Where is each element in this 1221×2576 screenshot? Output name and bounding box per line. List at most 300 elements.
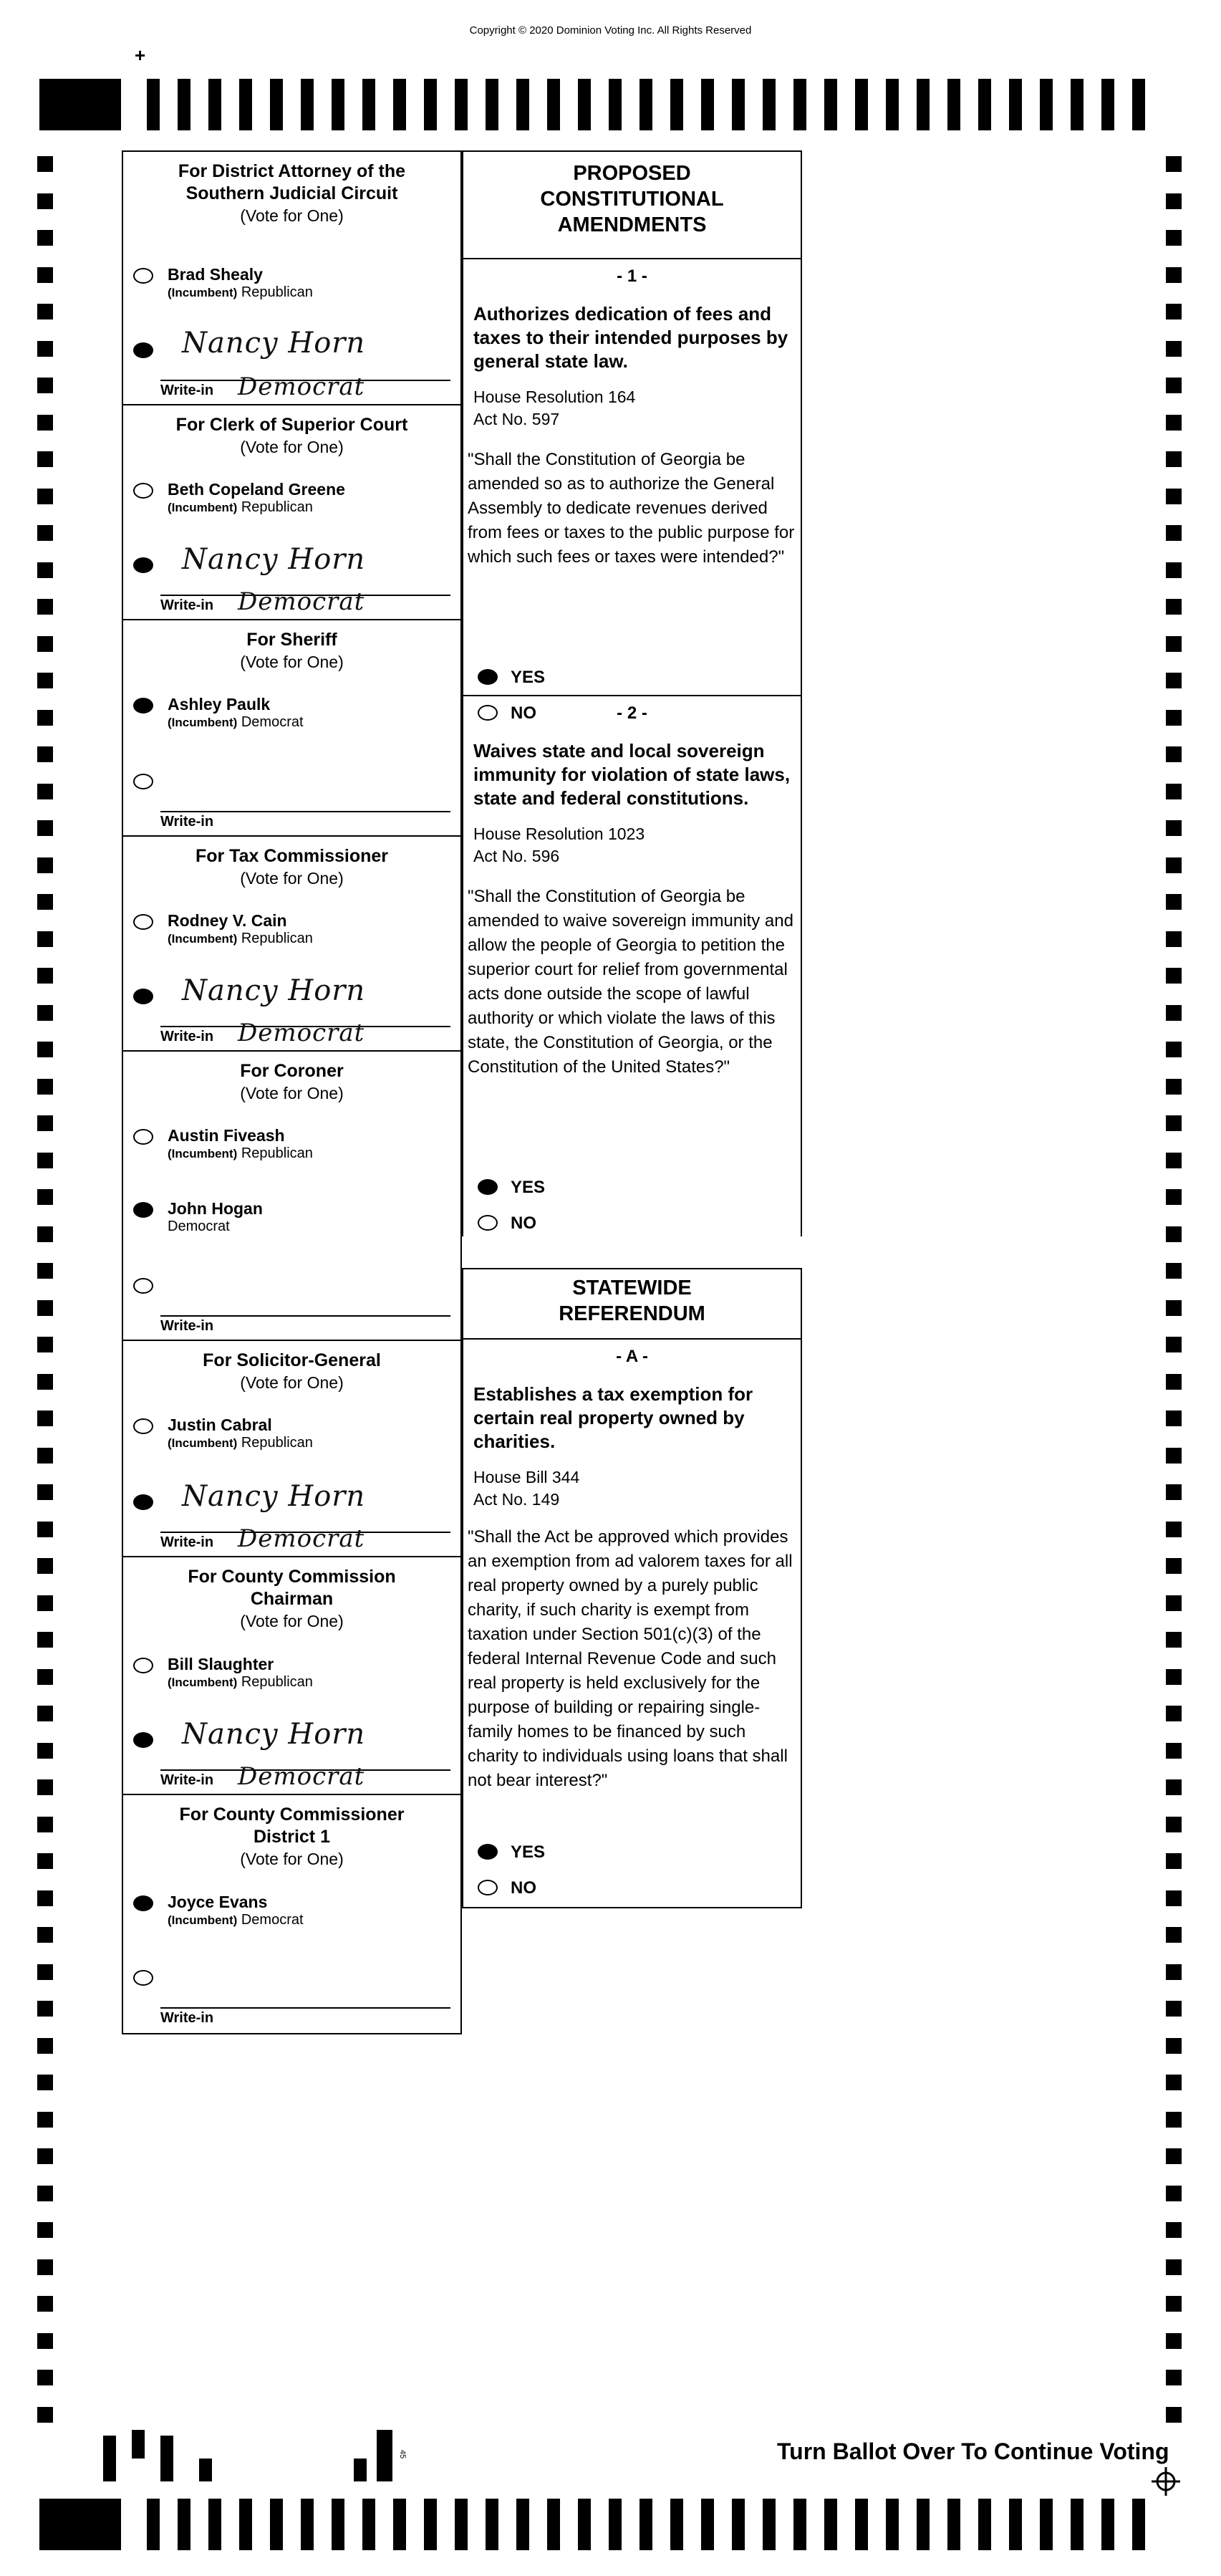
side-timing-mark [37, 1743, 53, 1759]
side-timing-mark [1166, 1743, 1182, 1759]
side-timing-mark [37, 1263, 53, 1279]
side-timing-mark [37, 1632, 53, 1648]
writein-line [160, 2007, 450, 2009]
vote-for-one: (Vote for One) [240, 653, 344, 671]
candidate-name: Brad Shealy [168, 265, 263, 284]
timing-mark [793, 2499, 806, 2550]
side-timing-mark [1166, 1817, 1182, 1832]
side-timing-mark [1166, 2186, 1182, 2201]
side-timing-mark [37, 341, 53, 357]
handwritten-name: Nancy Horn [182, 1480, 366, 1513]
race-clerk-superior-court [122, 404, 462, 619]
candidate-party: (Incumbent) Republican [168, 284, 313, 300]
race-title: For County Commissioner District 1 [179, 1804, 405, 1847]
timing-mark [1132, 2499, 1145, 2550]
side-timing-mark [1166, 525, 1182, 541]
candidate-party: (Incumbent) Republican [168, 1145, 313, 1161]
timing-mark [178, 79, 190, 130]
side-timing-mark [37, 1522, 53, 1537]
handwritten-party: Democrat [238, 1019, 365, 1047]
candidate-oval-filled[interactable] [133, 1202, 153, 1218]
timing-mark [640, 2499, 652, 2550]
side-timing-mark [1166, 746, 1182, 762]
timing-mark [1040, 2499, 1053, 2550]
act-ref: Act No. 597 [473, 410, 560, 428]
side-timing-mark [1166, 341, 1182, 357]
candidate-name: Beth Copeland Greene [168, 480, 345, 499]
side-timing-mark [1166, 1042, 1182, 1057]
side-timing-mark [1166, 1853, 1182, 1869]
writein-oval[interactable] [133, 774, 153, 789]
side-timing-mark [37, 230, 53, 246]
timing-mark [486, 2499, 498, 2550]
side-timing-mark [37, 2112, 53, 2128]
race-title: For District Attorney of the Southern Judicial Circuit [178, 161, 406, 203]
side-timing-mark [1166, 1153, 1182, 1168]
candidate-oval-filled[interactable] [133, 1895, 153, 1911]
side-timing-mark [37, 1927, 53, 1943]
side-timing-mark [1166, 1410, 1182, 1426]
side-timing-mark [37, 931, 53, 947]
side-timing-mark [1166, 2112, 1182, 2128]
timing-mark [947, 2499, 960, 2550]
handwritten-party: Democrat [238, 1524, 365, 1553]
timing-mark [455, 2499, 468, 2550]
side-timing-mark [1166, 931, 1182, 947]
side-timing-mark [1166, 156, 1182, 172]
side-timing-mark [1166, 636, 1182, 652]
act-ref: Act No. 596 [473, 847, 560, 865]
referendum-text: "Shall the Act be approved which provides an exemption from ad valorem taxes for all real property owned by a purely public charity, if such charity is exempt from taxation under Section 501(c)(3) of the federal Internal Revenue Code and such real property is held exclusively for the purpose of building or repairing single-family homes to be financed by such charity to individuals using loans that shall not bear interest?" [468, 1527, 793, 1790]
amendments-header-box [462, 150, 802, 258]
vote-for-one: (Vote for One) [240, 869, 344, 888]
side-timing-mark [37, 1042, 53, 1057]
candidate-name: Justin Cabral [168, 1416, 272, 1434]
side-timing-mark [37, 2407, 53, 2423]
race-sheriff [122, 619, 462, 835]
race-title: For Coroner [240, 1061, 344, 1081]
side-timing-mark [1166, 1632, 1182, 1648]
race-tax-commissioner [122, 835, 462, 1050]
side-timing-mark [1166, 378, 1182, 393]
race-title: For Clerk of Superior Court [175, 415, 408, 435]
side-timing-mark [37, 1226, 53, 1242]
amendment-number: - 1 - [617, 266, 647, 286]
side-timing-mark [1166, 1522, 1182, 1537]
timing-mark [332, 79, 344, 130]
side-timing-mark [1166, 1779, 1182, 1795]
candidate-name: Ashley Paulk [168, 695, 271, 713]
side-timing-mark [1166, 968, 1182, 984]
candidate-oval[interactable] [133, 1658, 153, 1673]
referendum-header-box [462, 1268, 802, 1338]
side-timing-mark [37, 1448, 53, 1464]
side-timing-mark [37, 968, 53, 984]
side-timing-mark [37, 2370, 53, 2385]
timing-mark [886, 79, 899, 130]
timing-mark [947, 79, 960, 130]
candidate-party: (Incumbent) Republican [168, 931, 313, 946]
timing-mark [239, 79, 252, 130]
side-timing-mark [1166, 267, 1182, 283]
timing-mark [178, 2499, 190, 2550]
side-timing-mark [37, 1779, 53, 1795]
timing-mark [763, 79, 776, 130]
amendment-title: Waives state and local sovereign immunity for violation of state laws, state and federal constitutions. [473, 740, 791, 809]
side-timing-mark [37, 710, 53, 726]
side-timing-mark [1166, 1226, 1182, 1242]
turn-ballot-over: Turn Ballot Over To Continue Voting [777, 2438, 1169, 2464]
act-ref: Act No. 149 [473, 1490, 560, 1509]
handwritten-name: Nancy Horn [182, 1718, 366, 1751]
side-timing-mark [37, 156, 53, 172]
handwritten-party: Democrat [238, 1762, 365, 1791]
side-timing-mark [37, 1890, 53, 1906]
side-timing-mark [1166, 894, 1182, 910]
side-timing-mark [1166, 1484, 1182, 1500]
side-timing-mark [37, 1079, 53, 1095]
candidate-name: Joyce Evans [168, 1893, 268, 1911]
side-timing-mark [37, 2186, 53, 2201]
writein-label: Write-in [160, 1029, 214, 1044]
side-timing-mark [37, 451, 53, 467]
timing-mark [917, 2499, 930, 2550]
side-timing-mark [1166, 2296, 1182, 2312]
timing-mark [1132, 79, 1145, 130]
race-solicitor-general [122, 1340, 462, 1556]
side-timing-mark [1166, 2333, 1182, 2349]
handwritten-party: Democrat [238, 587, 365, 616]
side-timing-mark [1166, 1005, 1182, 1021]
side-timing-mark [1166, 1706, 1182, 1721]
timing-mark [393, 79, 406, 130]
timing-mark [701, 2499, 714, 2550]
side-timing-mark [37, 2333, 53, 2349]
side-timing-mark [37, 894, 53, 910]
no-oval[interactable] [478, 1215, 498, 1231]
bill-ref: House Bill 344 [473, 1468, 580, 1486]
timing-mark [547, 79, 560, 130]
writein-label: Write-in [160, 814, 214, 830]
timing-mark [270, 79, 283, 130]
candidate-party: (Incumbent) Republican [168, 1435, 313, 1451]
writein-label: Write-in [160, 1318, 214, 1334]
crosshair-target-icon [1152, 2467, 1180, 2496]
timing-mark [670, 2499, 683, 2550]
side-timing-mark [37, 1669, 53, 1685]
side-timing-mark [37, 193, 53, 209]
side-timing-mark [1166, 562, 1182, 578]
timing-mark [208, 79, 221, 130]
timing-mark [978, 79, 991, 130]
writein-label: Write-in [160, 2010, 214, 2026]
timing-mark [793, 79, 806, 130]
registration-plus-mark: + [135, 44, 146, 66]
side-timing-mark [1166, 304, 1182, 319]
side-timing-mark [37, 636, 53, 652]
side-timing-mark [37, 1153, 53, 1168]
timing-mark [1101, 2499, 1114, 2550]
timing-mark [855, 79, 868, 130]
timing-mark [855, 2499, 868, 2550]
amendment-text: "Shall the Constitution of Georgia be amended so as to authorize the General Assembly to dedicate revenues derived from fees or taxes to the public purpose for which such fees or taxes were intended?" [468, 450, 795, 567]
side-timing-mark [37, 1484, 53, 1500]
writein-line [160, 811, 450, 812]
side-timing-mark [37, 857, 53, 873]
side-timing-mark [1166, 820, 1182, 836]
timing-mark [1040, 79, 1053, 130]
side-timing-mark [37, 1300, 53, 1316]
side-timing-mark [37, 525, 53, 541]
side-timing-mark [1166, 1448, 1182, 1464]
side-timing-mark [1166, 2038, 1182, 2054]
vote-for-one: (Vote for One) [240, 206, 344, 225]
race-title: For Tax Commissioner [195, 846, 389, 866]
candidate-oval[interactable] [133, 483, 153, 499]
timing-mark [640, 79, 652, 130]
race-title: For Solicitor-General [203, 1350, 381, 1370]
side-timing-mark [37, 2001, 53, 2017]
copyright-notice: Copyright © 2020 Dominion Voting Inc. All Rights Reserved [469, 24, 752, 37]
candidate-name: Rodney V. Cain [168, 911, 287, 930]
side-timing-mark [37, 1115, 53, 1131]
side-timing-mark [1166, 415, 1182, 431]
referendum-a [462, 1338, 802, 1908]
side-timing-mark [1166, 710, 1182, 726]
race-district-attorney [122, 150, 462, 404]
side-timing-mark [1166, 2148, 1182, 2164]
amendment-text: "Shall the Constitution of Georgia be amended to waive sovereign immunity and allow the people of Georgia to petition the superior court for relief from governmental acts done outside the scope of lawful authority or which violate the laws of this state, the Constitution of Georgia, or the Constitution of the United States?" [468, 887, 793, 1077]
vote-for-one: (Vote for One) [240, 1850, 344, 1868]
writein-oval[interactable] [133, 1278, 153, 1294]
timing-mark [455, 79, 468, 130]
resolution-ref: House Resolution 164 [473, 388, 636, 406]
no-label: NO [511, 1213, 536, 1233]
no-oval[interactable] [478, 1880, 498, 1895]
timing-mark [208, 2499, 221, 2550]
timing-mark [547, 2499, 560, 2550]
timing-mark [39, 2499, 121, 2550]
side-timing-mark [37, 2038, 53, 2054]
bottom-timing-marks [39, 2499, 1182, 2550]
timing-mark [270, 2499, 283, 2550]
handwritten-name: Nancy Horn [182, 543, 366, 576]
writein-oval-filled[interactable] [133, 1494, 153, 1510]
referendum-number: - A - [616, 1347, 648, 1366]
side-timing-mark [37, 1189, 53, 1205]
timing-mark [886, 2499, 899, 2550]
left-side-timing-marks [37, 0, 53, 2436]
side-timing-mark [1166, 1964, 1182, 1980]
side-timing-mark [37, 1374, 53, 1390]
timing-mark [1009, 79, 1022, 130]
amendment-number: - 2 - [617, 703, 647, 723]
side-timing-mark [1166, 2370, 1182, 2385]
race-title: For County Commission Chairman [188, 1567, 396, 1609]
candidate-party: (Incumbent) Republican [168, 499, 313, 515]
side-timing-mark [1166, 2001, 1182, 2017]
writein-oval-filled[interactable] [133, 557, 153, 573]
timing-mark [701, 79, 714, 130]
side-timing-mark [1166, 2075, 1182, 2090]
yes-label: YES [511, 1178, 546, 1197]
side-timing-mark [1166, 230, 1182, 246]
timing-mark [301, 2499, 314, 2550]
timing-mark [1009, 2499, 1022, 2550]
side-timing-mark [1166, 1374, 1182, 1390]
yes-oval-filled[interactable] [478, 1179, 498, 1195]
side-timing-mark [1166, 1595, 1182, 1611]
timing-mark [393, 2499, 406, 2550]
side-timing-mark [37, 378, 53, 393]
ballot-code: 45 [398, 2449, 407, 2459]
side-timing-mark [1166, 1300, 1182, 1316]
vote-for-one: (Vote for One) [240, 438, 344, 456]
writein-oval-filled[interactable] [133, 342, 153, 358]
timing-mark [578, 2499, 591, 2550]
side-timing-mark [37, 1558, 53, 1574]
candidate-party: Democrat [168, 1219, 230, 1234]
side-timing-mark [37, 1410, 53, 1426]
side-timing-mark [37, 1964, 53, 1980]
race-title: For Sheriff [246, 630, 337, 650]
side-timing-mark [1166, 1669, 1182, 1685]
writein-label: Write-in [160, 1772, 214, 1788]
side-timing-mark [37, 1817, 53, 1832]
side-timing-mark [1166, 2222, 1182, 2238]
candidate-oval[interactable] [133, 268, 153, 284]
yes-oval-filled[interactable] [478, 669, 498, 685]
vote-for-one: (Vote for One) [240, 1084, 344, 1102]
timing-mark [362, 2499, 375, 2550]
handwritten-name: Nancy Horn [182, 974, 366, 1007]
timing-mark [917, 79, 930, 130]
timing-mark [824, 79, 837, 130]
side-timing-mark [1166, 1558, 1182, 1574]
side-timing-mark [37, 267, 53, 283]
timing-mark [1071, 79, 1084, 130]
candidate-party: (Incumbent) Republican [168, 1674, 313, 1690]
timing-mark [516, 2499, 529, 2550]
side-timing-mark [37, 1005, 53, 1021]
timing-mark [732, 2499, 745, 2550]
resolution-ref: House Resolution 1023 [473, 825, 645, 843]
side-timing-mark [37, 1853, 53, 1869]
timing-mark [332, 2499, 344, 2550]
candidate-oval[interactable] [133, 914, 153, 930]
timing-mark [670, 79, 683, 130]
handwritten-name: Nancy Horn [182, 327, 366, 360]
side-timing-mark [37, 746, 53, 762]
side-timing-mark [37, 1337, 53, 1352]
side-timing-mark [1166, 1189, 1182, 1205]
timing-mark [578, 79, 591, 130]
timing-mark [763, 2499, 776, 2550]
no-label: NO [511, 703, 536, 723]
side-timing-mark [37, 2148, 53, 2164]
writein-oval-filled[interactable] [133, 1732, 153, 1748]
side-timing-mark [1166, 857, 1182, 873]
side-timing-mark [1166, 599, 1182, 615]
side-timing-mark [1166, 2407, 1182, 2423]
yes-label: YES [511, 1842, 546, 1862]
vote-for-one: (Vote for One) [240, 1612, 344, 1630]
side-timing-mark [37, 562, 53, 578]
yes-oval-filled[interactable] [478, 1844, 498, 1860]
candidate-name: Austin Fiveash [168, 1126, 285, 1145]
side-timing-mark [37, 1706, 53, 1721]
side-timing-mark [1166, 193, 1182, 209]
timing-mark [147, 2499, 160, 2550]
side-timing-mark [37, 2075, 53, 2090]
side-timing-mark [37, 2222, 53, 2238]
vote-for-one: (Vote for One) [240, 1373, 344, 1392]
side-timing-mark [1166, 2259, 1182, 2275]
side-timing-mark [37, 820, 53, 836]
candidate-name: Bill Slaughter [168, 1655, 274, 1673]
candidate-party: (Incumbent) Democrat [168, 1912, 304, 1928]
race-coroner [122, 1050, 462, 1340]
timing-mark [1101, 79, 1114, 130]
timing-mark [424, 79, 437, 130]
side-timing-mark [1166, 1927, 1182, 1943]
candidate-name: John Hogan [168, 1199, 263, 1218]
side-timing-mark [37, 784, 53, 799]
side-timing-mark [1166, 489, 1182, 504]
ballot-barcode [100, 2430, 401, 2487]
side-timing-mark [1166, 784, 1182, 799]
referendum-header: STATEWIDE REFERENDUM [559, 1277, 705, 1325]
handwritten-party: Democrat [238, 373, 365, 401]
amendments-header: PROPOSED CONSTITUTIONAL AMENDMENTS [540, 162, 724, 236]
timing-mark [239, 2499, 252, 2550]
side-timing-mark [37, 599, 53, 615]
side-timing-mark [1166, 1079, 1182, 1095]
writein-oval[interactable] [133, 1970, 153, 1986]
amendment-title: Authorizes dedication of fees and taxes to their intended purposes by general state law. [473, 303, 788, 372]
side-timing-mark [37, 489, 53, 504]
candidate-oval-filled[interactable] [133, 698, 153, 713]
timing-mark [978, 2499, 991, 2550]
timing-mark [609, 2499, 622, 2550]
timing-mark [362, 79, 375, 130]
side-timing-mark [37, 1595, 53, 1611]
side-timing-mark [37, 2259, 53, 2275]
no-label: NO [511, 1878, 536, 1898]
side-timing-mark [1166, 451, 1182, 467]
candidate-oval[interactable] [133, 1129, 153, 1145]
timing-mark [1071, 2499, 1084, 2550]
amendment-2 [462, 695, 802, 1236]
writein-label: Write-in [160, 383, 214, 398]
right-side-timing-marks [1166, 0, 1182, 2436]
timing-mark [732, 79, 745, 130]
side-timing-mark [37, 304, 53, 319]
writein-oval-filled[interactable] [133, 989, 153, 1004]
side-timing-mark [1166, 1263, 1182, 1279]
referendum-title: Establishes a tax exemption for certain real property owned by charities. [473, 1383, 753, 1452]
candidate-oval[interactable] [133, 1418, 153, 1434]
race-county-commissioner-district-1 [122, 1794, 462, 2034]
timing-mark [424, 2499, 437, 2550]
writein-label: Write-in [160, 1534, 214, 1550]
timing-mark [824, 2499, 837, 2550]
side-timing-mark [1166, 673, 1182, 688]
timing-mark [301, 79, 314, 130]
side-timing-mark [37, 673, 53, 688]
side-timing-mark [37, 2296, 53, 2312]
side-timing-mark [1166, 1890, 1182, 1906]
